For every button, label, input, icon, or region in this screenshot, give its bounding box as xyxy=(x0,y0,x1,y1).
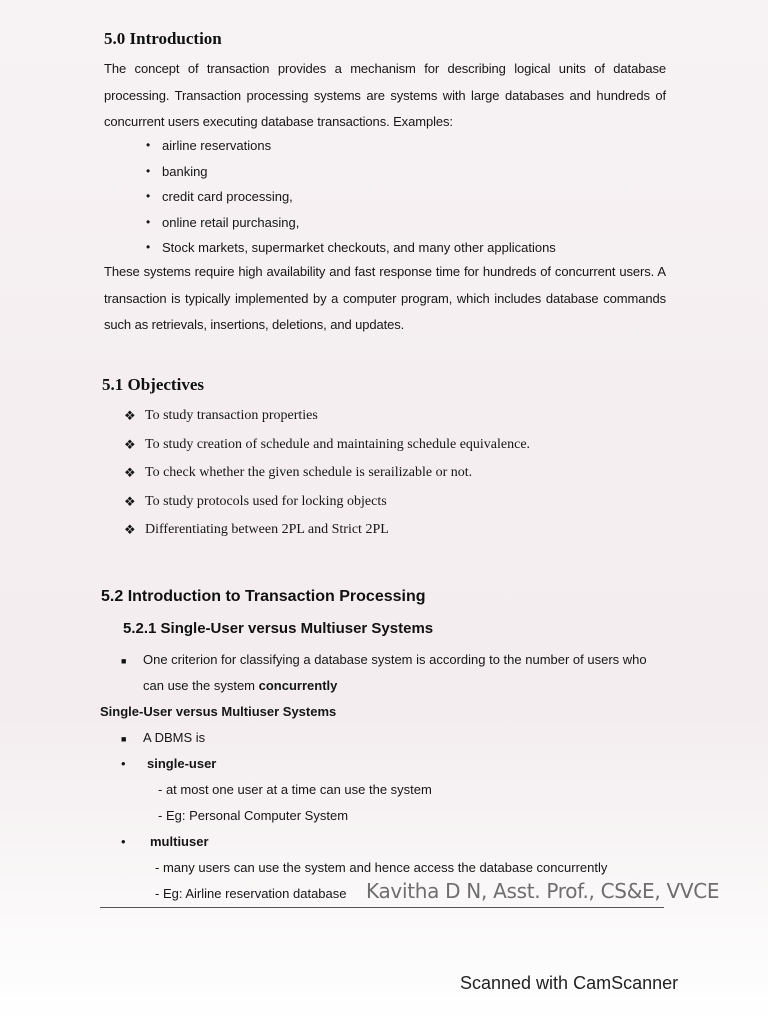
dbms-is-text: A DBMS is xyxy=(143,730,206,745)
single-multi-bold-heading: Single-User versus Multiuser Systems xyxy=(100,704,337,719)
list-item: • credit card processing, xyxy=(146,184,556,210)
objectives-list xyxy=(124,402,530,545)
list-item: ❖ To check whether the given schedule is serailizable or not. xyxy=(124,459,530,488)
bullet-icon: • xyxy=(146,240,151,254)
multiuser-detail-2: - Eg: Airline reservation database xyxy=(155,886,347,901)
diamond-bullet-icon: ❖ xyxy=(124,465,136,480)
section-heading-transaction-processing: 5.2 Introduction to Transaction Processing xyxy=(101,588,426,605)
diamond-bullet-icon: ❖ xyxy=(124,408,136,423)
single-user-detail-1: - at most one user at a time can use the system xyxy=(158,782,432,797)
intro-paragraph: The concept of transaction provides a mechanism for describing logical units of database processing. Transaction processing systems are systems with large databases and hundreds of concurrent users executing database transactions. Examples: xyxy=(104,61,666,129)
systems-paragraph: These systems require high availability and fast response time for hundreds of concurrent users. A transaction is typically implemented by a computer program, which includes database commands such as retrievals, insertions, deletions, and updates. xyxy=(104,264,666,332)
single-user-label: single-user xyxy=(147,756,217,771)
bullet-icon: • xyxy=(146,214,151,229)
concurrently-emphasis: concurrently xyxy=(258,678,338,693)
single-user-detail-2: - Eg: Personal Computer System xyxy=(158,808,349,823)
criterion-line-2-text: can use the system xyxy=(143,678,259,693)
subsection-heading-single-multi: 5.2.1 Single-User versus Multiuser Systems xyxy=(123,620,434,637)
list-item: ❖ To study protocols used for locking objects xyxy=(124,488,530,517)
criterion-line-1: One criterion for classifying a database system is according to the number of users who xyxy=(143,652,647,667)
square-bullet-icon: ■ xyxy=(121,734,127,744)
section-heading-introduction: 5.0 Introduction xyxy=(104,29,222,48)
bullet-icon: • xyxy=(146,138,151,152)
list-item: • online retail purchasing, xyxy=(146,210,556,236)
diamond-bullet-icon: ❖ xyxy=(124,436,136,452)
list-item: ❖ Differentiating between 2PL and Strict 2PL xyxy=(124,516,530,545)
diamond-bullet-icon: ❖ xyxy=(124,493,136,509)
author-signature-footer: Kavitha D N, Asst. Prof., CS&E, VVCE xyxy=(366,879,720,903)
footer-divider xyxy=(100,907,664,908)
multiuser-label: multiuser xyxy=(150,834,209,849)
list-item: • banking xyxy=(146,159,556,185)
section-heading-objectives: 5.1 Objectives xyxy=(102,375,204,394)
square-bullet-icon: ■ xyxy=(121,656,127,666)
bullet-icon: • xyxy=(146,163,151,178)
camscanner-watermark: Scanned with CamScanner xyxy=(460,973,679,993)
criterion-line-2 xyxy=(143,678,337,693)
bullet-icon: • xyxy=(146,189,151,203)
bullet-icon: • xyxy=(121,834,126,849)
list-item: • airline reservations xyxy=(146,133,556,159)
list-item: • Stock markets, supermarket checkouts, and many other applications xyxy=(146,235,556,261)
bullet-icon: • xyxy=(121,756,126,771)
examples-list xyxy=(146,133,556,261)
diamond-bullet-icon: ❖ xyxy=(124,522,136,537)
list-item: ❖ To study transaction properties xyxy=(124,402,530,431)
multiuser-detail-1: - many users can use the system and hence access the database concurrently xyxy=(155,860,608,875)
list-item: ❖ To study creation of schedule and maintaining schedule equivalence. xyxy=(124,431,530,460)
